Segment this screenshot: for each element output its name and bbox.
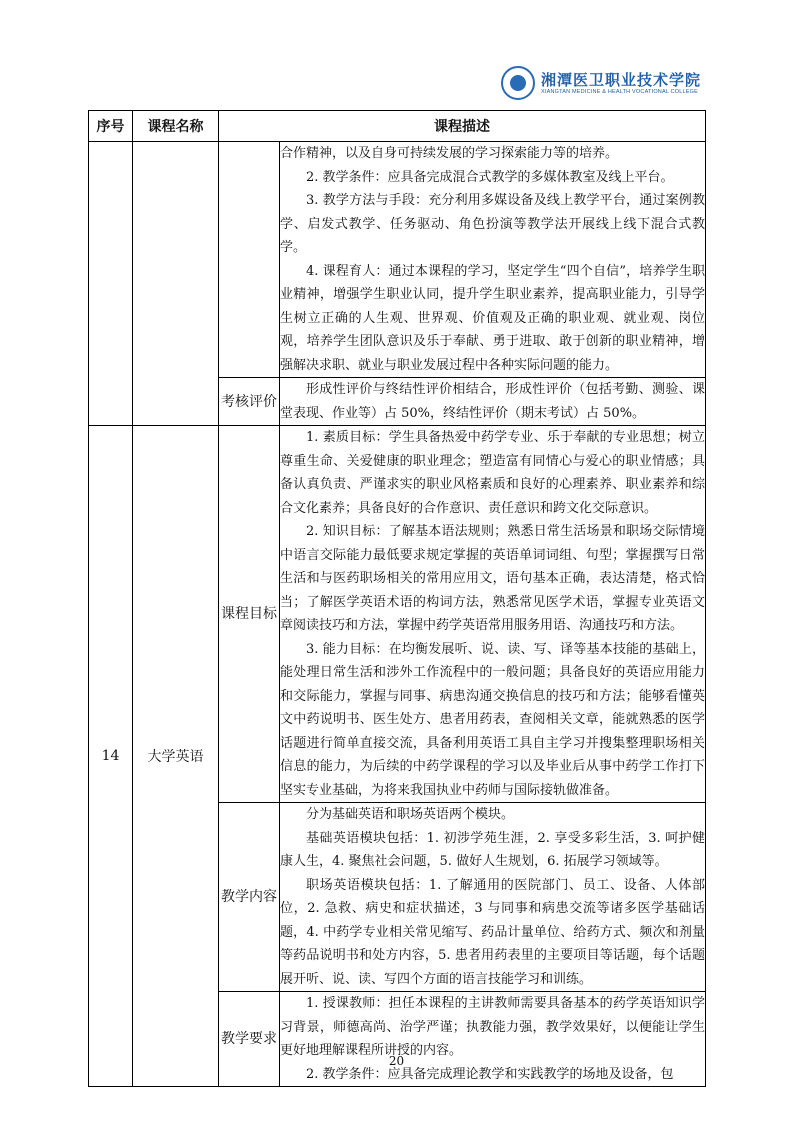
assessment-cell: [280, 378, 706, 426]
course-index: 14: [89, 426, 133, 1087]
requirement-paragraph: 2. 教学条件：应具备完成理论教学和实践教学的场地及设备，包: [306, 1066, 674, 1082]
header-index: 序号: [89, 111, 133, 142]
teaching-content-cell: [280, 803, 706, 992]
cont-description-cell: [280, 142, 706, 378]
goal-paragraph: 2. 知识目标：了解基本语法规则；熟悉日常生活场景和职场交际情境中语言交际能力最低要求规定掌握的英语单词词组、句型；掌握撰写日常生活和与医药职场相关的常用应用文，语句基本正确，表达清楚，格式恰当；了解医学英语术语的构词方法，熟悉常见医学术语，掌握专业英语文章阅读技巧和方法，掌握中药学英语常用服务用语、沟通技巧和方法。: [280, 524, 705, 633]
course-goals-cell: [280, 426, 706, 803]
teaching-content-label: 教学内容: [219, 803, 280, 992]
description-paragraph: 合作精神，以及自身可持续发展的学习探索能力等的培养。: [280, 146, 619, 161]
logo-english-name: XIANGTAN MEDICINE & HEALTH VOCATIONAL COLLEGE: [540, 89, 699, 95]
cont-index-cell: [89, 142, 133, 426]
table-row: [89, 142, 706, 378]
requirement-paragraph: 1. 授课教师：担任本课程的主讲教师需要具备基本的药学英语知识学习背景，师德高尚、治学严谨；执教能力强，教学效果好，以便能让学生更好地理解课程所讲授的内容。: [280, 996, 705, 1058]
page-number: 20: [388, 1054, 405, 1068]
description-paragraph: 4. 课程育人：通过本课程的学习，坚定学生“四个自信”，培养学生职业精神，增强学生职业认同，提升学生职业素养，提高职业能力，引导学生树立正确的人生观、世界观、价值观及正确的职业观、就业观、岗位观，培养学生团队意识及乐于奉献、勇于进取、敢于创新的职业精神，增强解决求职、就业与职业发展过程中各种实际问题的能力。: [280, 263, 705, 373]
goal-paragraph: 1. 素质目标：学生具备热爱中药学专业、乐于奉献的专业思想；树立尊重生命、关爱健康的职业理念；塑造富有同情心与爱心的职业情感；具备认真负责、严谨求实的职业风格素质和良好的心理素养、职业素养和综合文化素养；具备良好的合作意识、责任意识和跨文化交际意识。: [280, 430, 705, 516]
table-row: [89, 426, 706, 803]
course-table: [88, 110, 706, 1087]
content-paragraph: 职场英语模块包括：1. 了解通用的医院部门、员工、设备、人体部位，2. 急救、病史和症状描述，3 与同事和病患交流等诸多医学基础话题，4. 中药学专业相关常见缩写、药品计量单位、给药方式、频次和剂量等药品说明书和处方内容，5. 患者用药表里的主要项目等话题，每个话题展开听、说、读、写四个方面的语言技能学习和训练。: [280, 877, 705, 987]
college-logo: [501, 66, 701, 100]
cont-sub-label-cell: [219, 142, 280, 378]
course-name: 大学英语: [133, 426, 219, 1087]
description-paragraph: 2. 教学条件：应具备完成混合式教学的多媒体教室及线上平台。: [306, 169, 674, 185]
content-paragraph: 分为基础英语和职场英语两个模块。: [306, 807, 515, 822]
logo-chinese-name: 湘潭医卫职业技术学院: [540, 71, 701, 89]
cont-course-cell: [133, 142, 219, 426]
header-course-description: 课程描述: [219, 111, 706, 142]
goal-paragraph: 3. 能力目标：在均衡发展听、说、读、写、译等基本技能的基础上，能处理日常生活和涉外工作流程中的一般问题；具备良好的英语应用能力和交际能力，掌握与同事、病患沟通交换信息的技巧和方法；能够看懂英文中药说明书、医生处方、患者用药表，查阅相关文章，能就熟悉的医学话题进行简单直接交流，具备利用英语工具自主学习并搜集整理职场相关信息的能力，为后续的中药学课程的学习以及毕业后从事中药学工作打下坚实专业基础，为将来我国执业中药师与国际接轨做准备。: [280, 641, 705, 798]
assessment-label: 考核评价: [219, 378, 280, 426]
logo-text: [541, 71, 701, 95]
course-goals-label: 课程目标: [219, 426, 280, 803]
college-seal-icon: [501, 66, 535, 100]
content-paragraph: 基础英语模块包括：1. 初涉学苑生涯，2. 享受多彩生活，3. 呵护健康人生，4. 聚焦社会问题，5. 做好人生规划，6. 拓展学习领域等。: [280, 830, 705, 869]
teaching-requirements-label: 教学要求: [219, 992, 280, 1087]
header-course-name: 课程名称: [133, 111, 219, 142]
table-header-row: [89, 111, 706, 142]
assessment-text: 形成性评价与终结性评价相结合，形成性评价（包括考勤、测验、课堂表现、作业等）占 50%，终结性评价（期末考试）占 50%。: [280, 382, 705, 421]
description-paragraph: 3. 教学方法与手段：充分利用多媒设备及线上教学平台，通过案例教学、启发式教学、任务驱动、角色扮演等教学法开展线上线下混合式教学。: [280, 193, 705, 255]
teaching-requirements-cell: [280, 992, 706, 1087]
